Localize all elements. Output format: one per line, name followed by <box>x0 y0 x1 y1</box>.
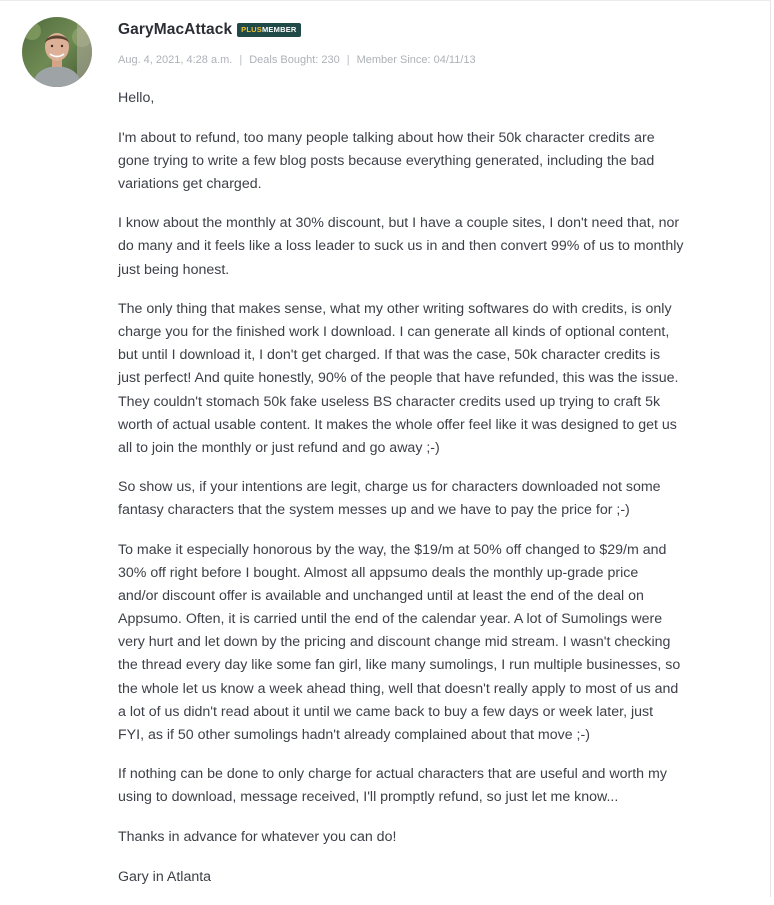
comment-paragraph: I know about the monthly at 30% discount, but I have a couple sites, I don't need that, nor do many and it feels like a loss leader to suck us in and then convert 99% of us to monthly just being honest. <box>118 215 684 278</box>
post-date: Aug. 4, 2021, 4:28 a.m. <box>118 54 233 66</box>
avatar-photo <box>22 17 92 87</box>
meta-separator: | <box>346 54 350 66</box>
comment-paragraph: The only thing that makes sense, what my other writing softwares do with credits, is only charge you for the finished work I download. I can generate all kinds of optional content, but until I download it, I don't get charged. If that was the case, 50k character credits is just perfect! And quite honestly, 90% of the people that have refunded, this was the issue. They couldn't stomach 50k fake useless BS character credits used up trying to craft 5k worth of actual usable content. It makes the whole offer feel like it was designed to get us all to join the monthly or just refund and go away ;-) <box>118 301 679 456</box>
username-link[interactable]: GaryMacAttack <box>118 21 233 38</box>
plus-member-badge <box>237 23 300 37</box>
comment-paragraph: Thanks in advance for whatever you can do! <box>118 829 397 846</box>
badge-plus-text: PLUS <box>241 25 262 34</box>
comment-paragraph: So show us, if your intentions are legit, charge us for characters downloaded not some fantasy characters that the system messes up and we have to pay the price for ;-) <box>118 479 661 519</box>
comment-paragraph: I'm about to refund, too many people talking about how their 50k character credits are gone trying to write a few blog posts because everything generated, including the bad variations get charged. <box>118 129 655 192</box>
comment-paragraph: Hello, <box>118 90 155 106</box>
comment-paragraph: Gary in Atlanta <box>118 868 212 885</box>
comment-body <box>118 87 730 905</box>
member-since: Member Since: 04/11/13 <box>356 54 476 66</box>
comment-header <box>118 20 301 40</box>
deals-bought: Deals Bought: 230 <box>249 54 340 66</box>
avatar[interactable] <box>22 17 92 87</box>
meta-separator: | <box>239 54 243 66</box>
comment-paragraph: To make it especially honorous by the way, the $19/m at 50% off changed to $29/m and 30% off right before I bought. Almost all appsumo deals the monthly up-grade price and/or discount offer is available and unchanged until at least the end of the deal on Appsumo. Often, it is carried until the end of the calendar year. A lot of Sumolings were very hurt and let down by the pricing and discount change mid stream. I wasn't checking the thread every day like some fan girl, like many sumolings, I run multiple businesses, so the whole let us know a week ahead thing, well that doesn't really apply to most of us and a lot of us didn't read about it until we came back to buy a few days or week later, just FYI, as if 50 other sumolings hadn't already complained about that move ;-) <box>118 542 681 743</box>
badge-member-text: MEMBER <box>261 25 297 34</box>
comment-paragraph: If nothing can be done to only charge for actual characters that are useful and worth my using to download, message received, I'll promptly refund, so just let me know... <box>118 766 667 806</box>
comment-meta <box>118 54 476 66</box>
